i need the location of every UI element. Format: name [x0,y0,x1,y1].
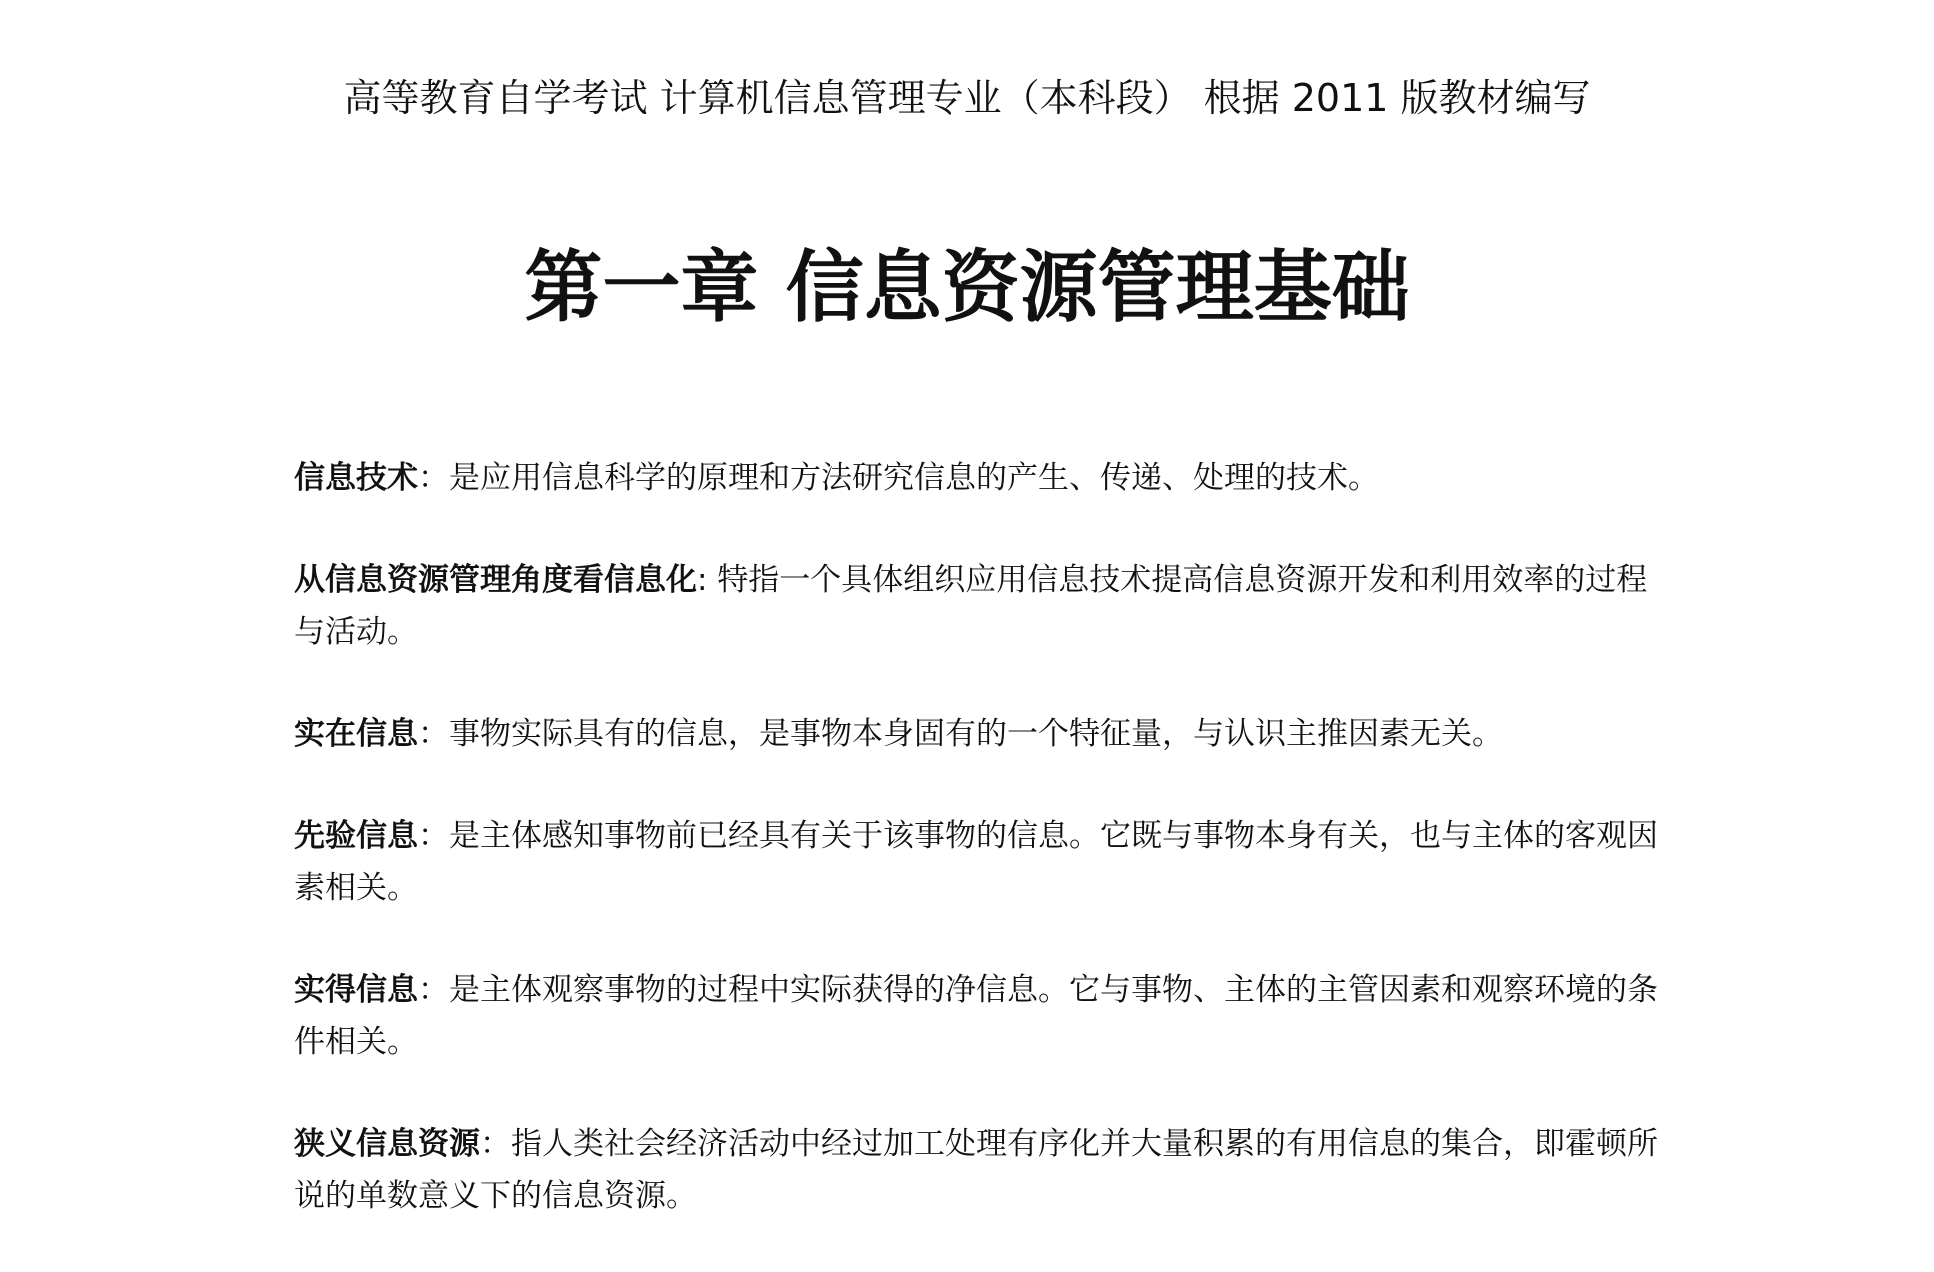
definition-separator: ： [480,1126,511,1162]
definition-separator: ： [418,460,449,496]
definition-separator: : [697,562,718,598]
definition-item [294,964,1664,1068]
definition-term: 从信息资源管理角度看信息化 [294,562,697,598]
definition-separator: ： [418,716,449,752]
definition-text: 是主体观察事物的过程中实际获得的净信息。它与事物、主体的主管因素和观察环境的条件相关。 [294,972,1658,1060]
definition-separator: ： [418,818,449,854]
definition-term: 先验信息 [294,818,418,854]
definition-text: 是主体感知事物前已经具有关于该事物的信息。它既与事物本身有关，也与主体的客观因素相关。 [294,818,1658,906]
definition-item [294,810,1664,914]
definition-item [294,452,1664,504]
definition-item [294,1118,1664,1222]
document-header: 高等教育自学考试 计算机信息管理专业（本科段） 根据 2011 版教材编写 [343,76,1591,120]
definitions-list [294,452,1664,1272]
definition-text: 指人类社会经济活动中经过加工处理有序化并大量积累的有用信息的集合，即霍顿所说的单数意义下的信息资源。 [294,1126,1658,1214]
definition-term: 信息技术 [294,460,418,496]
chapter-title: 第一章 信息资源管理基础 [524,242,1410,333]
definition-term: 狭义信息资源 [294,1126,480,1162]
definition-term: 实在信息 [294,716,418,752]
definition-text: 特指一个具体组织应用信息技术提高信息资源开发和利用效率的过程与活动。 [294,562,1648,650]
definition-item [294,554,1664,658]
definition-term: 实得信息 [294,972,418,1008]
definition-text: 是应用信息科学的原理和方法研究信息的产生、传递、处理的技术。 [449,460,1379,496]
definition-item [294,708,1664,760]
definition-separator: ： [418,972,449,1008]
definition-text: 事物实际具有的信息，是事物本身固有的一个特征量，与认识主推因素无关。 [449,716,1503,752]
